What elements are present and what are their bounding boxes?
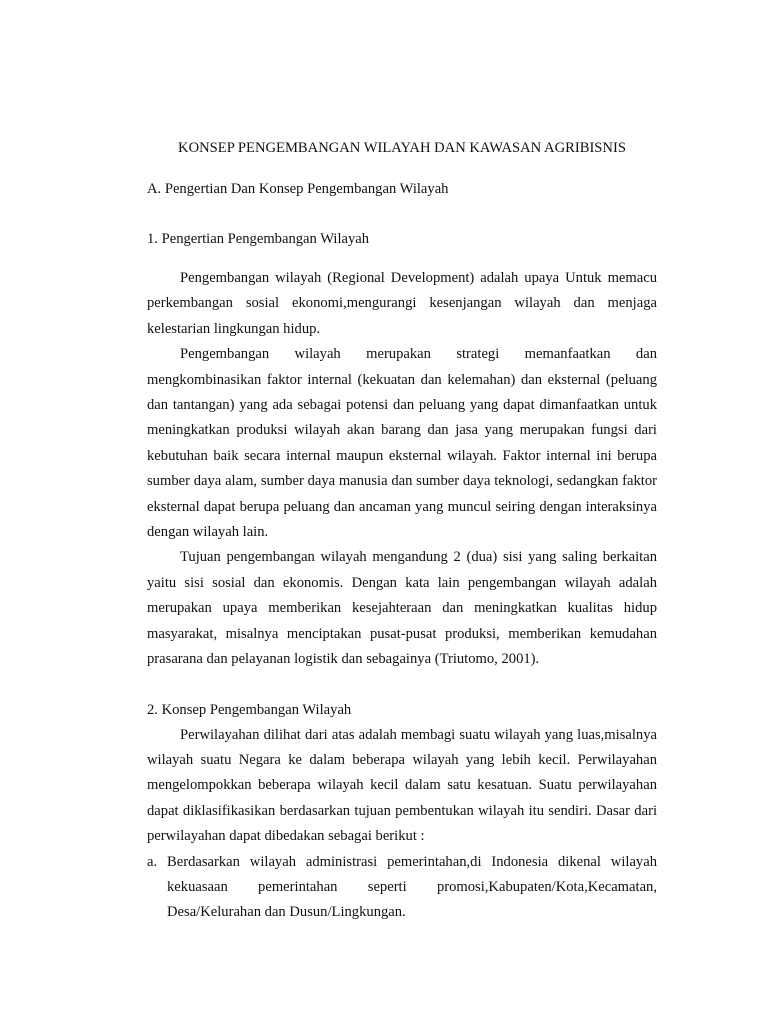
paragraph: Perwilayahan dilihat dari atas adalah membagi suatu wilayah yang luas,misalnya wilayah suatu Negara ke dalam beberapa wilayah yang lebih kecil. Perwilayahan mengelompokkan beberapa wilayah kecil dalam satu kesatuan. Suatu perwilayahan dapat diklasifikasikan berdasarkan tujuan pembentukan wilayah itu sendiri. Dasar dari perwilayahan dapat dibedakan sebagai berikut : xyxy=(147,726,657,845)
paragraph: Tujuan pengembangan wilayah mengandung 2 (dua) sisi yang saling berkaitan yaitu sisi sosial dan ekonomis. Dengan kata lain pengembangan wilayah adalah merupakan upaya memberikan kesejahteraan dan meningkatkan kualitas hidup masyarakat, misalnya menciptakan pusat-pusat produksi, memberikan kemudahan prasarana dan pelayanan logistik dan sebagainya (Triutomo, 2001). xyxy=(147,549,657,668)
spacer xyxy=(147,164,657,177)
paragraph: Pengembangan wilayah (Regional Development) adalah upaya Untuk memacu perkembangan sosial ekonomi,mengurangi kesenjangan wilayah dan menjaga kelestarian lingkungan hidup. xyxy=(147,270,657,337)
paragraph: Pengembangan wilayah merupakan strategi memanfaatkan dan mengkombinasikan faktor internal (kekuatan dan kelemahan) dan eksternal (peluang dan tantangan) yang ada sebagai potensi dan peluang yang dapat dimanfaatkan untuk meningkatkan produksi wilayah akan barang dan jasa yang merupakan fungsi dari kebutuhan baik secara internal maupun eksternal wilayah. Faktor internal ini berupa sumber daya alam, sumber daya manusia dan sumber daya teknologi, sedangkan faktor eksternal dapat berupa peluang dan ancaman yang muncul seiring dengan interaksinya dengan wilayah lain. xyxy=(147,346,657,541)
list-item xyxy=(147,850,657,926)
document-page xyxy=(147,132,657,926)
subsection-heading-1: 1. Pengertian Pengembangan Wilayah xyxy=(147,231,370,247)
list-marker: a. xyxy=(147,853,158,870)
section-heading-a: A. Pengertian Dan Konsep Pengembangan Wilayah xyxy=(147,181,449,197)
document-title: KONSEP PENGEMBANGAN WILAYAH DAN KAWASAN AGRIBISNIS xyxy=(178,140,626,156)
spacer xyxy=(147,202,657,227)
spacer xyxy=(147,673,657,698)
spacer xyxy=(147,252,657,266)
classification-list xyxy=(147,850,657,926)
list-item-text: Berdasarkan wilayah administrasi pemerintahan,di Indonesia dikenal wilayah kekuasaan pemerintahan seperti promosi,Kabupaten/Kota,Kecamatan, Desa/Kelurahan dan Dusun/Lingkungan. xyxy=(167,853,657,921)
subsection-heading-2: 2. Konsep Pengembangan Wilayah xyxy=(147,701,352,718)
